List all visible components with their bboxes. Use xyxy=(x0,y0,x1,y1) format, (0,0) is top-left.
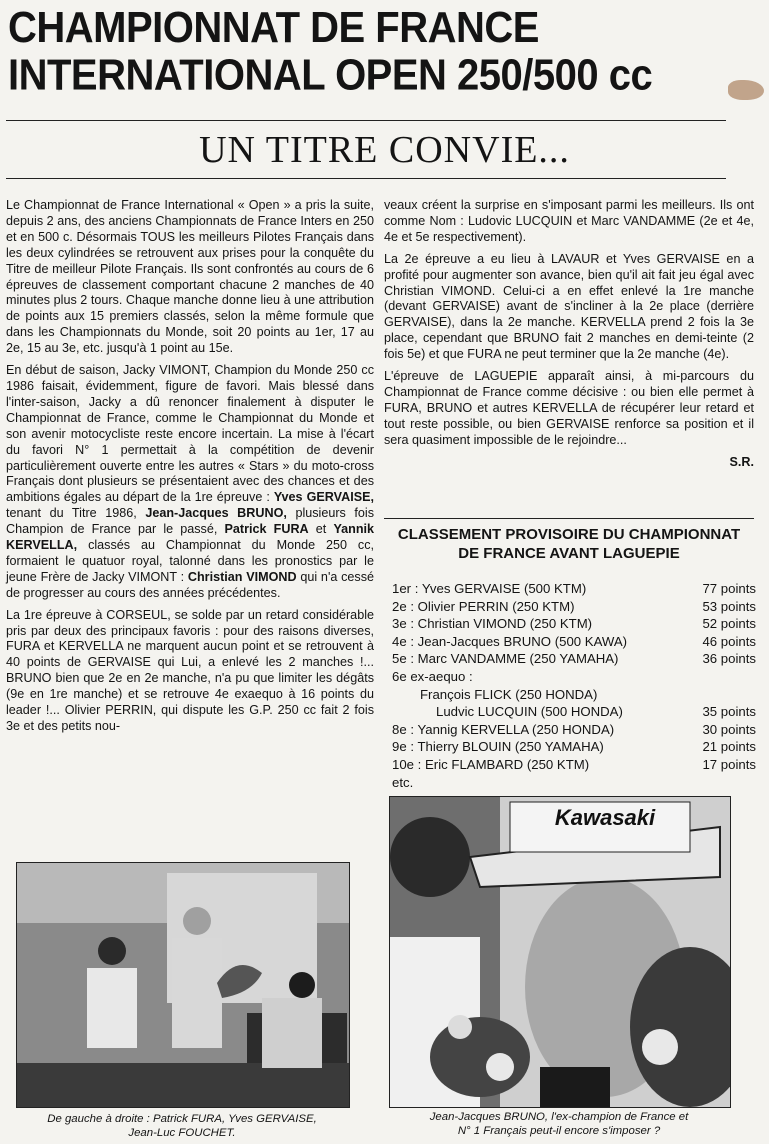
rider-name: Jean-Jacques BRUNO, xyxy=(145,506,287,521)
author-signature: S.R. xyxy=(729,454,754,469)
left-column xyxy=(6,198,374,741)
rider-name: Yannik KERVELLA, xyxy=(6,522,375,553)
standings-etc: etc. xyxy=(392,774,414,790)
standings-row: 10e : Eric FLAMBARD (250 KTM) 17 points xyxy=(392,756,756,772)
paragraph: Le Championnat de France International « Open » a pris la suite, depuis 2 ans, des anciens Championnats de France Inters en 250 et en 500 c. Désormais TOUS les meilleurs Pilotes Français dans les deux cylindrées se retrouvent aux prises pour la conquête du Titre de meilleur Pilote Français. Ils sont confrontés au cours de 6 épreuves de classement comportant chacune 2 manches de 40 minutes plus 2 tours. Chaque manche donne lieu à une attribution de points aux 15 premiers classés, selon la même formule que dans les Championnats du Monde, soit 20 points au 1er, 17 au 2e, 15 au 3e, etc. jusqu'à 1 point au 15e. xyxy=(6,198,374,356)
standings-row: 5e : Marc VANDAMME (250 YAMAHA) 36 points xyxy=(392,651,756,667)
title-rule xyxy=(6,120,726,121)
podium-photo-image xyxy=(17,863,349,1107)
title-line-1: CHAMPIONNAT DE FRANCE xyxy=(8,4,539,52)
photo-caption: De gauche à droite : Patrick FURA, Yves GERVAISE, Jean-Luc FOUCHET. xyxy=(47,1113,317,1139)
bruno-photo-image xyxy=(390,797,730,1107)
standings-row: Ludvic LUCQUIN (500 HONDA) 35 points xyxy=(436,704,756,720)
rider-name: Patrick FURA xyxy=(224,522,309,537)
standings-row: François FLICK (250 HONDA) xyxy=(420,686,598,702)
tie-label: 6e ex-aequo : xyxy=(392,668,473,684)
standings-table xyxy=(392,580,756,791)
standings-rule xyxy=(384,518,754,519)
standings-row: 9e : Thierry BLOUIN (250 YAMAHA) 21 points xyxy=(392,739,756,755)
rider-name: Christian VIMOND xyxy=(187,569,297,584)
photo-caption: Jean-Jacques BRUNO, l'ex-champion de France et N° 1 Français peut-il encore s'imposer ? xyxy=(429,1111,689,1137)
standings-row: 2e : Olivier PERRIN (250 KTM) 53 points xyxy=(392,598,756,614)
cap-brand-text: Kawasaki xyxy=(554,805,656,830)
right-column xyxy=(384,198,754,471)
paragraph: La 2e épreuve a eu lieu à LAVAUR et Yves GERVAISE en a profité pour augmenter son avance, bien qu'il ait fait jeu égal avec Christian VIMOND. Celui-ci a en effet enlevé la 1re manche (devant GERVAISE) avant de s'incliner à la 2e place (derrière GERVAISE), dans la 2e manche. KERVELLA prend 2 fois la 3e place, cependant que BRUNO fait 2 manches en demi-teinte (2 fois 5e) et que FURA ne peut terminer que la 2e manche (4e). xyxy=(384,251,754,362)
paper-stain xyxy=(728,80,764,100)
photo-podium xyxy=(16,862,350,1108)
standings-row: 8e : Yannig KERVELLA (250 HONDA) 30 points xyxy=(392,721,756,737)
rider-name: Yves GERVAISE, xyxy=(273,490,374,505)
photo-bruno xyxy=(389,796,731,1108)
standings-row: 4e : Jean-Jacques BRUNO (500 KAWA) 46 points xyxy=(392,633,756,649)
article-title xyxy=(8,4,748,99)
paragraph: La 1re épreuve à CORSEUL, se solde par un retard considérable pris par deux des principaux favoris : pour des raisons diverses, FURA et KERVELLA ne marquent aucun point et se retrouvent à 40 points de GERVAISE qui Lui, a enlevé les 2 manches !... BRUNO bien que 2e en 2e manche, n'a pu que limiter les dégâts (9e en 1re manche) et se retrouve 4e exaequo à 16 points du leader !... Olivier PERRIN, qui dispute les G.P. 250 cc fait 2 fois 3e et des petits nou- xyxy=(6,607,374,733)
article-subtitle: UN TITRE CONVIE... xyxy=(199,129,570,171)
subtitle-rule xyxy=(6,178,726,179)
standings-title: CLASSEMENT PROVISOIRE DU CHAMPIONNAT DE FRANCE AVANT LAGUEPIE xyxy=(397,526,741,562)
title-line-2: INTERNATIONAL OPEN 250/500 cc xyxy=(8,51,653,100)
standings-row: 1er : Yves GERVAISE (500 KTM) 77 points xyxy=(392,581,756,596)
paragraph: En début de saison, Jacky VIMONT, Champion du Monde 250 cc 1986 faisait, évidemment, figure de favori. Mais blessé dans l'inter-saison, Jacky a dû renoncer finalement à disputer le Championnat de France, comme le Championnat du Monde et son avenir motocycliste reste encore incertain. La mise à l'écart du favori N° 1 permettait à la compétition de devenir particulièrement ouverte entre les autres « Stars » du moto-cross Français dont plusieurs se présentaient avec des chances et des ambitions égales au départ de la 1re épreuve : Yves GERVAISE, tenant du Titre 1986, Jean-Jacques BRUNO, plusieurs fois Champion de France par le passé, Patrick FURA et Yannik KERVELLA, classés au Championnat du Monde 250 cc, formaient le quatuor royal, talonné dans les pronostics par le jeune Frère de Jacky VIMONT : Christian VIMOND qui n'a cessé de progresser au cours des années précédentes. xyxy=(6,363,375,600)
paragraph: L'épreuve de LAGUEPIE apparaît ainsi, à mi-parcours du Championnat de France comme décisive : ou bien elle permet à FURA, BRUNO et autres KERVELLA de récupérer leur retard et tout reste possible, ou bien GERVAISE renforce sa position et il sera quasiment impossible de le rejoindre... xyxy=(384,369,754,447)
standings-row: 3e : Christian VIMOND (250 KTM) 52 points xyxy=(392,616,756,632)
paragraph: veaux créent la surprise en s'imposant parmi les meilleurs. Ils ont comme Nom : Ludovic LUCQUIN et Marc VANDAMME (2e et 4e, 4e et 5e respectivement). xyxy=(384,198,754,244)
